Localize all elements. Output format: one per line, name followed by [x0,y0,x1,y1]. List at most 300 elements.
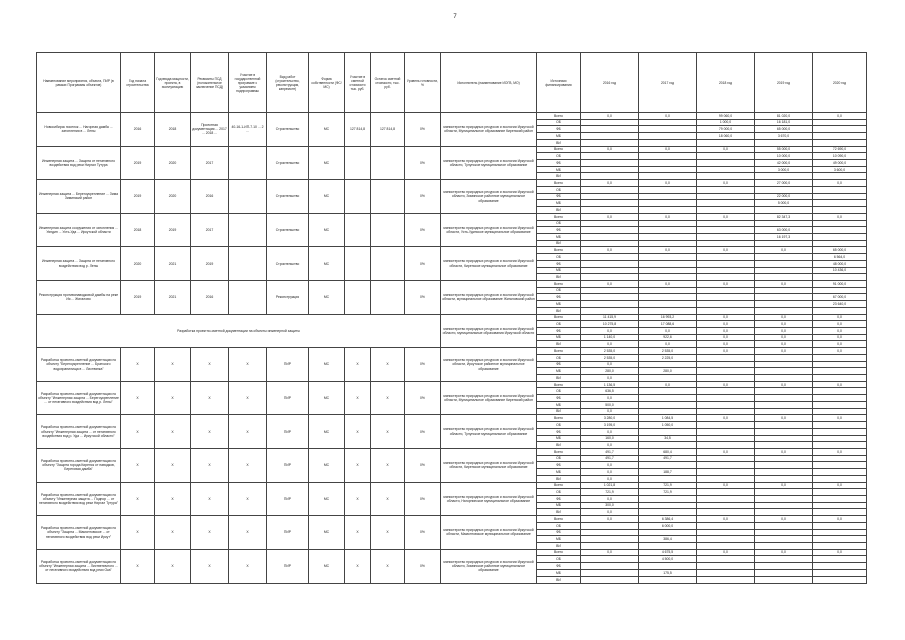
source-cell: ФБ [537,361,581,368]
executor-cell: министерство природных ресурсов и экологии Иркутской области, Усть-Удинское муниципальное образование [441,213,537,247]
value-cell [813,556,867,563]
source-cell: ВИ [537,475,581,482]
object-form-cell: МС [309,415,345,449]
value-cell: 0,0 [755,321,813,328]
value-cell [813,475,867,482]
object-psd-cell: Проектная документация ... 2017 ... 2018 ... [191,113,229,147]
object-ready-cell: 0% [405,448,441,482]
value-cell: 5 000,0 [755,200,813,207]
object-end-cell: 2020 [155,146,191,180]
value-cell [755,569,813,576]
value-cell [813,274,867,281]
source-cell: ОБ [537,119,581,126]
value-cell: 34,5 [639,435,697,442]
value-cell [813,200,867,207]
value-cell: 67 000,0 [813,294,867,301]
value-cell [581,294,639,301]
object-cost-cell [345,280,371,314]
value-cell: 0,0 [813,348,867,355]
value-cell [813,139,867,146]
value-cell [639,220,697,227]
value-cell [639,543,697,550]
value-cell [697,139,755,146]
object-work-cell: Реконструкция [267,280,309,314]
value-cell [697,274,755,281]
value-cell: 0,0 [813,341,867,348]
value-cell [581,126,639,133]
object-ready-cell: 0% [405,247,441,281]
object-remain-cell: Х [371,348,405,382]
column-header: Источники финансирования [537,53,581,113]
value-cell: 0,0 [755,348,813,355]
object-ready-cell: 0% [405,415,441,449]
source-cell: Всего [537,146,581,153]
table-row [37,448,867,455]
value-cell: 63 000,0 [755,227,813,234]
object-end-cell: Х [155,482,191,516]
value-cell: 280,0 [581,368,639,375]
value-cell [639,166,697,173]
value-cell: 0,0 [581,213,639,220]
object-form-cell: МС [309,213,345,247]
executor-cell: министерство природных ресурсов и экологии Иркутской области, Нагорнинское муниципальное образование [441,482,537,516]
value-cell: 0,0 [581,475,639,482]
object-work-cell: ПИР [267,482,309,516]
source-cell: МБ [537,368,581,375]
value-cell [813,193,867,200]
source-cell: МБ [537,133,581,140]
value-cell [639,153,697,160]
value-cell [697,388,755,395]
value-cell [813,435,867,442]
value-cell: 23 640,0 [813,301,867,308]
value-cell: 0,0 [581,375,639,382]
object-psd-cell: 2017 [191,213,229,247]
value-cell [813,126,867,133]
value-cell [813,455,867,462]
executor-cell: министерство природных ресурсов и экологии Иркутской области, Киренское муниципальное образование [441,247,537,281]
source-cell: ВИ [537,576,581,583]
object-end-cell: 2021 [155,280,191,314]
value-cell: 0,0 [813,113,867,120]
value-cell: 0,0 [755,448,813,455]
value-cell: 0,0 [581,180,639,187]
value-cell: 49 000,0 [813,160,867,167]
value-cell: 0,0 [639,341,697,348]
value-cell [813,502,867,509]
value-cell: 10 000,0 [755,153,813,160]
column-header: Вид работ (строительство, реконструкция, капремонт) [267,53,309,113]
object-ready-cell: 0% [405,280,441,314]
value-cell [581,307,639,314]
value-cell [581,529,639,536]
value-cell [697,569,755,576]
value-cell [581,301,639,308]
source-cell: Всего [537,482,581,489]
value-cell: 0,0 [581,395,639,402]
object-ready-cell: 0% [405,516,441,550]
column-header: Год начала строительства [121,53,155,113]
value-cell [755,354,813,361]
object-ready-cell: 0% [405,113,441,147]
column-header: Год ввода мощности, проекта, в эксплуатацию [155,53,191,113]
value-cell [813,576,867,583]
value-cell [581,173,639,180]
value-cell [639,200,697,207]
executor-cell: министерство природных ресурсов и экологии Иркутской области, Иркутское районное муниципальное образование [441,348,537,382]
source-cell: ВИ [537,509,581,516]
object-psd-cell: Х [191,348,229,382]
value-cell: 0,0 [581,442,639,449]
value-cell [697,408,755,415]
value-cell [639,227,697,234]
table-row [37,381,867,388]
value-cell [581,233,639,240]
value-cell [755,254,813,261]
value-cell: 0,0 [755,280,813,287]
value-cell [755,428,813,435]
object-name-cell: Разработка проектно-сметной документации по объекту "Инженерная защита ... Лиственичного ... от негативного воздействия вод реки Ока" [37,549,121,583]
object-end-cell: 2020 [155,180,191,214]
value-cell [697,435,755,442]
object-start-cell: 2016 [121,113,155,147]
value-cell [755,536,813,543]
value-cell [755,401,813,408]
value-cell [813,489,867,496]
value-cell [639,186,697,193]
value-cell [697,442,755,449]
object-remain-cell: Х [371,549,405,583]
source-cell: ОБ [537,489,581,496]
value-cell [639,408,697,415]
value-cell: 65 000,0 [755,126,813,133]
value-cell [581,522,639,529]
object-work-cell: ПИР [267,448,309,482]
value-cell: 0,0 [697,341,755,348]
value-cell [581,563,639,570]
value-cell: 0,0 [697,549,755,556]
source-cell: МБ [537,502,581,509]
object-ready-cell: 0% [405,549,441,583]
object-start-cell: Х [121,448,155,482]
source-cell: ВИ [537,341,581,348]
object-psd-cell: 2016 [191,280,229,314]
source-cell: ФБ [537,428,581,435]
value-cell [697,301,755,308]
source-cell: МБ [537,536,581,543]
value-cell [755,361,813,368]
source-cell: Всего [537,348,581,355]
source-cell: Всего [537,516,581,523]
value-cell [639,395,697,402]
source-cell: ФБ [537,462,581,469]
value-cell: 10 090,0 [813,153,867,160]
value-cell: 18 060,0 [697,133,755,140]
object-program-cell [229,280,267,314]
table-row [37,482,867,489]
value-cell [639,133,697,140]
source-cell: МБ [537,301,581,308]
value-cell: 188,7 [639,469,697,476]
value-cell [755,368,813,375]
value-cell: 0,0 [581,341,639,348]
object-end-cell: Х [155,516,191,550]
source-cell: МБ [537,401,581,408]
value-cell [755,522,813,529]
object-name-cell: Разработка проектно-сметной документации по объекту "Берегоукрепление ... Братского водохранилища в ... Листвянка" [37,348,121,382]
object-remain-cell: Х [371,482,405,516]
object-program-cell [229,213,267,247]
source-cell: ОБ [537,321,581,328]
value-cell [639,563,697,570]
value-cell: 1 050,0 [639,422,697,429]
value-cell: 160,0 [581,435,639,442]
value-cell [697,536,755,543]
value-cell [813,536,867,543]
object-start-cell: Х [121,381,155,415]
source-cell: Всего [537,381,581,388]
object-name-cell: Реконструкция противопаводковой дамбы на реке Ия ... Жигалово [37,280,121,314]
value-cell [755,139,813,146]
value-cell [639,240,697,247]
object-program-cell: Х [229,516,267,550]
object-remain-cell [371,280,405,314]
value-cell [639,233,697,240]
value-cell: 0,0 [697,334,755,341]
object-remain-cell: Х [371,415,405,449]
value-cell [813,529,867,536]
value-cell [697,556,755,563]
value-cell [755,408,813,415]
value-cell [581,193,639,200]
source-cell: МБ [537,267,581,274]
value-cell [813,233,867,240]
value-cell [639,361,697,368]
source-cell: МБ [537,200,581,207]
column-header: Наименование мероприятия, объекта, ПИР (в рамках Программы объектов) [37,53,121,113]
value-cell [697,375,755,382]
object-cost-cell [345,180,371,214]
object-end-cell: Х [155,348,191,382]
value-cell [697,543,755,550]
object-name-cell: Инженерная защита ... Защита от негативного воздействия вод р. Лены [37,247,121,281]
value-cell [755,475,813,482]
value-cell [581,207,639,214]
source-cell: ОБ [537,422,581,429]
source-cell: Всего [537,549,581,556]
value-cell [697,395,755,402]
object-cost-cell [345,247,371,281]
object-remain-cell [371,213,405,247]
value-cell [755,220,813,227]
value-cell [755,173,813,180]
value-cell [813,207,867,214]
value-cell [639,119,697,126]
object-psd-cell: 2016 [191,180,229,214]
source-cell: Всего [537,113,581,120]
object-start-cell: 2020 [121,247,155,281]
value-cell [755,274,813,281]
value-cell [697,160,755,167]
object-cost-cell [345,213,371,247]
object-form-cell: МС [309,180,345,214]
value-cell [755,307,813,314]
value-cell: 0,0 [697,482,755,489]
value-cell [697,294,755,301]
table-row [37,113,867,120]
value-cell: 65 000,0 [813,247,867,254]
object-program-cell: Х [229,482,267,516]
source-cell: ФБ [537,563,581,570]
value-cell: 6 386,4 [639,516,697,523]
value-cell [639,576,697,583]
value-cell [581,254,639,261]
object-name-cell: Разработка проектно-сметной документации по объекту "Инженерная защита ... Подпор ... от негативного воздействия вод реки Ниргал Тутура" [37,482,121,516]
value-cell: 79 000,0 [697,126,755,133]
value-cell: 0,0 [813,180,867,187]
value-cell [813,173,867,180]
source-cell: Всего [537,415,581,422]
value-cell [581,267,639,274]
value-cell [755,395,813,402]
table-row [37,213,867,220]
executor-cell: министерство природных ресурсов и экологии Иркутской области, Зиминское районное муниципальное образование [441,180,537,214]
value-cell [755,422,813,429]
value-cell: 0,0 [581,408,639,415]
column-header: Участие в государственной программе с указанием подпрограммы [229,53,267,113]
value-cell: 0,0 [755,549,813,556]
value-cell [581,536,639,543]
value-cell [697,576,755,583]
object-program-cell [229,180,267,214]
value-cell: 0,0 [813,314,867,321]
source-cell: ФБ [537,328,581,335]
object-work-cell: ПИР [267,348,309,382]
value-cell [639,502,697,509]
value-cell [697,469,755,476]
value-cell [639,207,697,214]
object-form-cell: МС [309,448,345,482]
source-cell: ФБ [537,529,581,536]
value-cell [581,200,639,207]
value-cell [755,576,813,583]
object-form-cell: МС [309,381,345,415]
value-cell [813,227,867,234]
value-cell: 491,7 [581,448,639,455]
object-ready-cell: 0% [405,381,441,415]
executor-cell: министерство природных ресурсов и экологии Иркутской области, Муниципальное образование Киренский район [441,113,537,147]
value-cell [697,260,755,267]
source-cell: ВИ [537,375,581,382]
value-cell [581,260,639,267]
object-remain-cell: Х [371,516,405,550]
object-psd-cell: 2019 [191,247,229,281]
table-row [37,180,867,187]
value-cell [813,422,867,429]
value-cell [755,495,813,502]
object-psd-cell: Х [191,415,229,449]
value-cell [697,495,755,502]
object-name-cell: Разработка проектно-сметной документации по объекту "Защита ... Мамонтовское ... от негативного воздействия вод реки Иркут" [37,516,121,550]
source-cell: ОБ [537,153,581,160]
value-cell [697,233,755,240]
object-program-cell [229,146,267,180]
table-row [37,549,867,556]
value-cell: 72 690,0 [813,146,867,153]
value-cell: 0,0 [639,180,697,187]
value-cell: 16 993,2 [639,314,697,321]
value-cell: 300,0 [581,502,639,509]
value-cell [697,428,755,435]
object-end-cell: Х [155,549,191,583]
table-header-row [37,53,867,113]
column-header: Реквизиты ПСД (положительное заключение ПСД) [191,53,229,113]
value-cell [639,462,697,469]
value-cell: 48 000,0 [813,260,867,267]
value-cell: 3 000,0 [755,166,813,173]
value-cell: 0,0 [639,280,697,287]
source-cell: ОБ [537,287,581,294]
object-program-cell: Х [229,348,267,382]
column-header: Исполнитель (наименование ИОГВ, МО) [441,53,537,113]
value-cell: 0,0 [581,146,639,153]
value-cell: 0,0 [813,516,867,523]
value-cell: 3 600,0 [813,166,867,173]
value-cell: 55 000,0 [755,146,813,153]
object-form-cell: МС [309,280,345,314]
value-cell: 10 275,8 [581,321,639,328]
object-ready-cell: 0% [405,146,441,180]
table-row [37,314,867,321]
value-cell [813,543,867,550]
value-cell: 0,0 [813,415,867,422]
value-cell [755,502,813,509]
value-cell: 0,0 [639,381,697,388]
value-cell: 2 535,0 [581,348,639,355]
value-cell: 0,0 [813,381,867,388]
value-cell: 4 500,0 [639,556,697,563]
value-cell: 0,0 [697,328,755,335]
value-cell [697,307,755,314]
value-cell [581,119,639,126]
object-work-cell: Строительство [267,146,309,180]
value-cell [813,462,867,469]
value-cell [697,173,755,180]
source-cell: ФБ [537,395,581,402]
object-psd-cell: Х [191,482,229,516]
value-cell [639,475,697,482]
value-cell: 0,0 [581,549,639,556]
value-cell [755,207,813,214]
value-cell [813,354,867,361]
value-cell: 0,0 [697,321,755,328]
value-cell: 0,0 [813,321,867,328]
value-cell: 2 535,0 [639,348,697,355]
value-cell [697,361,755,368]
value-cell [813,408,867,415]
value-cell [697,287,755,294]
value-cell [755,260,813,267]
value-cell: 3 195,0 [581,422,639,429]
value-cell: 0,0 [697,516,755,523]
value-cell: 721,9 [639,482,697,489]
executor-cell: министерство природных ресурсов и экологии Иркутской области, Тулунское муниципальное образование [441,146,537,180]
object-cost-cell: Х [345,448,371,482]
value-cell [581,287,639,294]
value-cell: 0,0 [697,247,755,254]
value-cell [755,509,813,516]
executor-cell: министерство природных ресурсов и экологии Иркутской области, муниципальные образования Иркутской области [441,314,537,348]
